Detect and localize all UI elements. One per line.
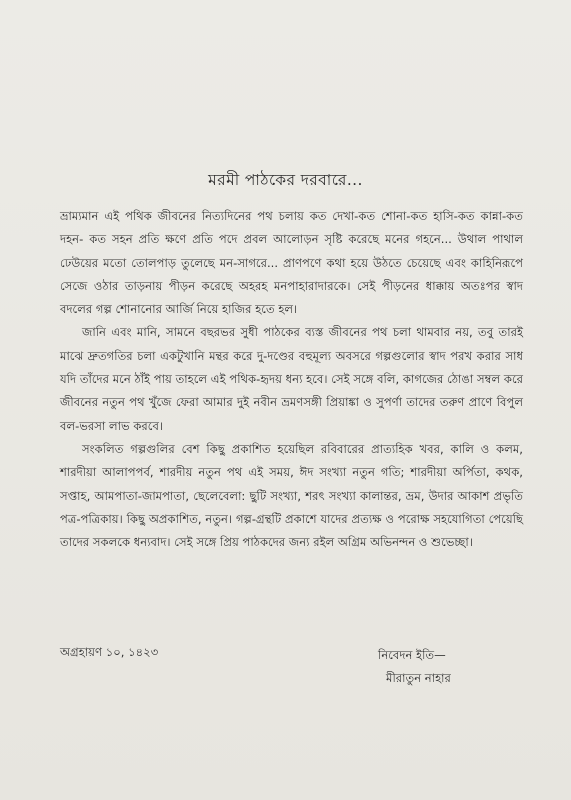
paragraph-3: সংকলিত গল্পগুলির বেশ কিছু প্রকাশিত হয়েছিল রবিবারের প্রাত্যহিক খবর, কালি ও কলম, শারদীয়া আলাপপর্ব, শারদীয় নতুন পথ এই সময়, ঈদ সংখ্যা নতুন গতি; শারদীয়া অর্পিতা, কথক, সপ্তাহ, আমপাতা-জামপাতা, ছেলেবেলা: ছুটি সংখ্যা, শরৎ সংখ্যা কালান্তর, ভ্রম, উদার আকাশ প্রভৃতি পত্র-পত্রিকায়। কিছু অপ্রকাশিত, নতুন। গল্প-গ্রন্থটি প্রকাশে যাদের প্রত্যক্ষ ও পরোক্ষ সহযোগিতা পেয়েছি তাদের সকলকে ধন্যবাদ। সেই সঙ্গে প্রিয় পাঠকদের জন্য রইল অগ্রিম অভিনন্দন ও শুভেচ্ছা। bbox=[60, 441, 523, 550]
paragraph-2: জানি এবং মানি, সামনে বছরভর সুধী পাঠকের ব্যস্ত জীবনের পথ চলা থামবার নয়, তবু তারই মাঝে দ্রুতগতির চলা একটুখানি মন্থর করে দু-দণ্ডের বহুমূল্য অবসরে গল্পগুলোর স্বাদ পরখ করার সাধ যদি তাঁদের মনে ঠাঁই পায় তাহলে এই পথিক-হৃদয় ধন্য হবে। সেই সঙ্গে বলি, কাগজের ঠোঙা সম্বল করে জীবনের নতুন পথ খুঁজে ফেরা আমার দুই নবীন ভ্রমণসঙ্গী প্রিয়াঙ্কা ও সুপর্ণা তাদের তরুণ প্রাণে বিপুল বল-ভরসা লাভ করবে। bbox=[60, 325, 523, 433]
signoff-label: নিবেদন ইতি— bbox=[378, 648, 446, 662]
page-title: মরমী পাঠকের দরবারে... bbox=[208, 171, 363, 189]
paragraph-1: ভ্রাম্যমান এই পথিক জীবনের নিত্যদিনের পথ চলায় কত দেখা-কত শোনা-কত হাসি-কত কান্না-কত দহন- কত সহন প্রতি ক্ষণে প্রতি পদে প্রবল আলোড়ন সৃষ্টি করেছে মনের গহনে... উথাল পাথাল ঢেউয়ের মতো তোলপাড় তুলেছে মন-সাগরে... প্রাণপণে কথা হয়ে উঠতে চেয়েছে এবং কাহিনিরূপে সেজে ওঠার তাড়নায় পীড়ন করেছে অহরহ মনপাহারাদারকে। সেই পীড়নের ধাক্কায় অতঃপর স্বাদ বদলের গল্প শোনানোর আর্জি নিয়ে হাজির হতে হল। bbox=[60, 209, 523, 317]
author-name: মীরাতুন নাহার bbox=[386, 671, 451, 685]
date-line: অগ্রহায়ণ ১০, ১৪২৩ bbox=[60, 645, 159, 659]
signoff-block bbox=[378, 644, 451, 690]
preface-body bbox=[60, 205, 523, 554]
